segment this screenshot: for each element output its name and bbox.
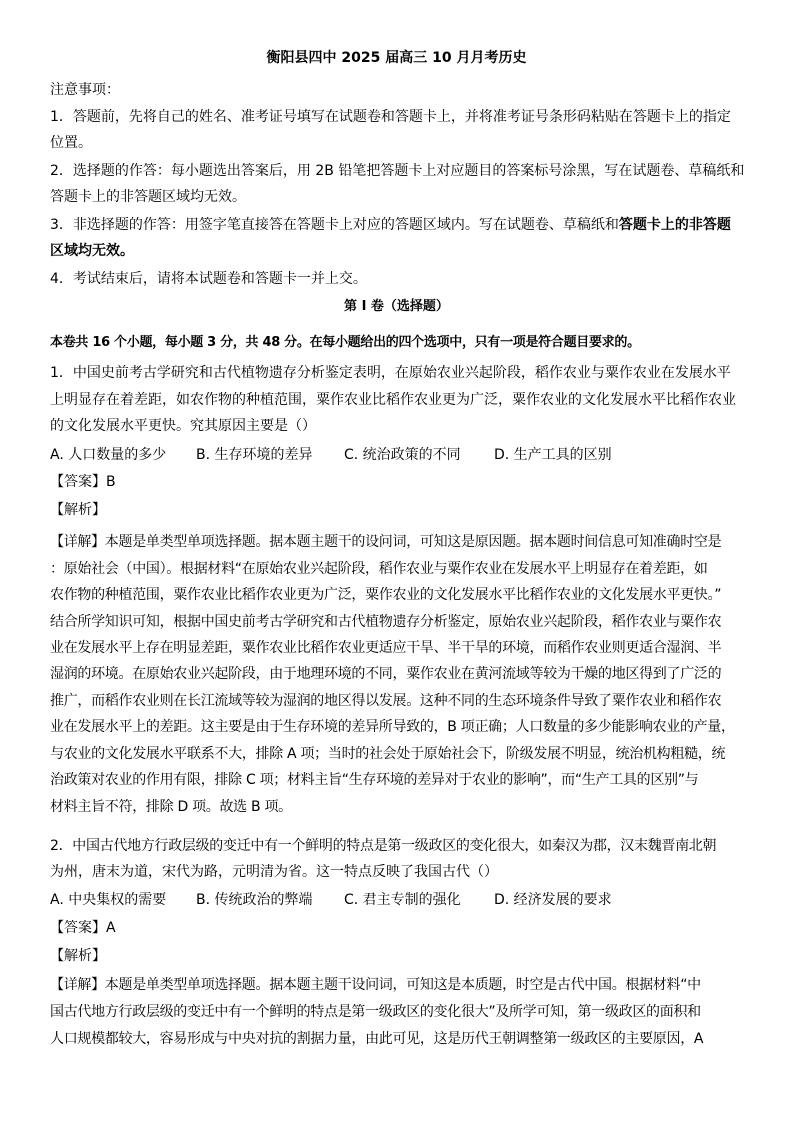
q2-stem-line: 2．中国古代地方行政层级的变迁中有一个鲜明的特点是第一级政区的变化很大，如秦汉为郡，汉末魏晋南北朝 [50, 838, 717, 854]
q1-stem-line: 1．中国史前考古学研究和古代植物遗存分析鉴定表明，在原始农业兴起阶段，稻作农业与粟作农业在发展水平 [50, 365, 731, 381]
q2-detail-line: 人口规模都较大，容易形成与中央对抗的割据力量，由此可见，这是历代王朝调整第一级政区的主要原因，A [50, 1031, 704, 1047]
section-title: 第 I 卷（选择题） [344, 299, 449, 314]
q1-detail-line: 材料主旨不符，排除 D 项。故选 B 项。 [50, 799, 292, 815]
notice-item-2: 2．选择题的作答：每小题选出答案后，用 2B 铅笔把答题卡上对应题目的答案标号涂黑，写在试题卷、草稿纸和 [50, 163, 745, 179]
q2-detail-line: 【详解】本题是单类型单项选择题。据本题主题干设问词，可知这是本质题，时空是古代中国。根据材料“中 [50, 977, 701, 993]
q1-detail-line: ：原始社会（中国）。根据材料“在原始农业兴起阶段，稻作农业与粟作农业在发展水平上明显存在着差距，如 [50, 561, 708, 577]
q1-stem-line: 的文化发展水平更快。究其原因主要是（） [50, 418, 316, 434]
notice-item-3-bold: 答题卡上的非答题 [618, 217, 731, 233]
q2-option-c: C. 君主专制的强化 [344, 892, 461, 908]
q1-detail-line: 结合所学知识可知，根据中国史前考古学研究和古代植物遗存分析鉴定，原始农业兴起阶段，稻作农业与粟作农 [50, 614, 722, 630]
notice-item-1-cont: 位置。 [50, 135, 92, 151]
q2-option-d: D. 经济发展的要求 [494, 892, 612, 908]
q1-detail-line: 业在发展水平上的差距。这主要是由于生存环境的差异所导致的，B 项正确；人口数量的多少能影响农业的产量， [50, 719, 735, 735]
q1-detail-line: 业在发展水平上存在明显差距，粟作农业比稻作农业更适应干旱、半干旱的环境，而稻作农业则更适合湿润、半 [50, 640, 722, 656]
q2-option-b: B. 传统政治的弊端 [196, 892, 313, 908]
q1-option-b: B. 生存环境的差异 [196, 447, 313, 463]
page-title: 衡阳县四中 2025 届高三 10 月月考历史 [266, 50, 527, 66]
q1-stem-line: 上明显存在着差距，如农作物的种植范围，粟作农业比稻作农业更为广泛，粟作农业的文化发展水平比稻作农业 [50, 392, 736, 408]
q1-option-d: D. 生产工具的区别 [494, 447, 612, 463]
notice-item-4: 4．考试结束后，请将本试题卷和答题卡一并上交。 [50, 271, 367, 287]
q1-detail-line: 农作物的种植范围，粟作农业比稻作农业更为广泛，粟作农业的文化发展水平比稻作农业的文化发展水平更快。” [50, 587, 722, 603]
notice-item-3 [50, 215, 750, 235]
q2-stem-line: 为州，唐末为道，宋代为路，元明清为省。这一特点反映了我国古代（） [50, 864, 498, 880]
q1-detail-line: 【详解】本题是单类型单项选择题。据本题主题干的设问词，可知这是原因题。据本题时间信息可知准确时空是 [50, 534, 722, 550]
q1-option-c: C. 统治政策的不同 [344, 447, 461, 463]
q1-detail-line: 治政策对农业的作用有限，排除 C 项；材料主旨“生存环境的差异对于农业的影响”，而“生产工具的区别”与 [50, 772, 699, 788]
q2-detail-line: 国古代地方行政层级的变迁中有一个鲜明的特点是第一级政区的变化很大”及所学可知，第一级政区的面积和 [50, 1004, 701, 1020]
section-instruction: 本卷共 16 个小题，每小题 3 分，共 48 分。在每小题给出的四个选项中，只有一项是符合题目要求的。 [50, 335, 640, 350]
q1-detail-line: 湿润的环境。在原始农业兴起阶段，由于地理环境的不同，粟作农业在黄河流域等较为干燥的地区得到了广泛的 [50, 666, 722, 682]
q1-analysis-label: 【解析】 [50, 502, 106, 518]
notice-item-1: 1．答题前，先将自己的姓名、准考证号填写在试题卷和答题卡上，并将准考证号条形码粘贴在答题卡上的指定 [50, 109, 731, 125]
notice-item-2-cont: 答题卡上的非答题区域均无效。 [50, 189, 246, 205]
q1-answer: 【答案】B [50, 474, 116, 490]
q2-analysis-label: 【解析】 [50, 948, 106, 964]
q1-detail-line: 推广，而稻作农业则在长江流域等较为湿润的地区得以发展。这种不同的生态环境条件导致了粟作农业和稻作农 [50, 693, 722, 709]
notice-item-3-cont: 区域均无效。 [50, 243, 134, 259]
q2-option-a: A. 中央集权的需要 [50, 892, 167, 908]
notice-heading: 注意事项： [50, 82, 120, 98]
notice-item-3-text: 3．非选择题的作答：用签字笔直接答在答题卡上对应的答题区域内。写在试题卷、草稿纸和 [50, 217, 619, 233]
q1-detail-line: 与农业的文化发展水平联系不大，排除 A 项；当时的社会处于原始社会下，阶级发展不明显，统治机构粗糙，统 [50, 746, 726, 762]
q1-option-a: A. 人口数量的多少 [50, 447, 167, 463]
q2-answer: 【答案】A [50, 920, 116, 936]
